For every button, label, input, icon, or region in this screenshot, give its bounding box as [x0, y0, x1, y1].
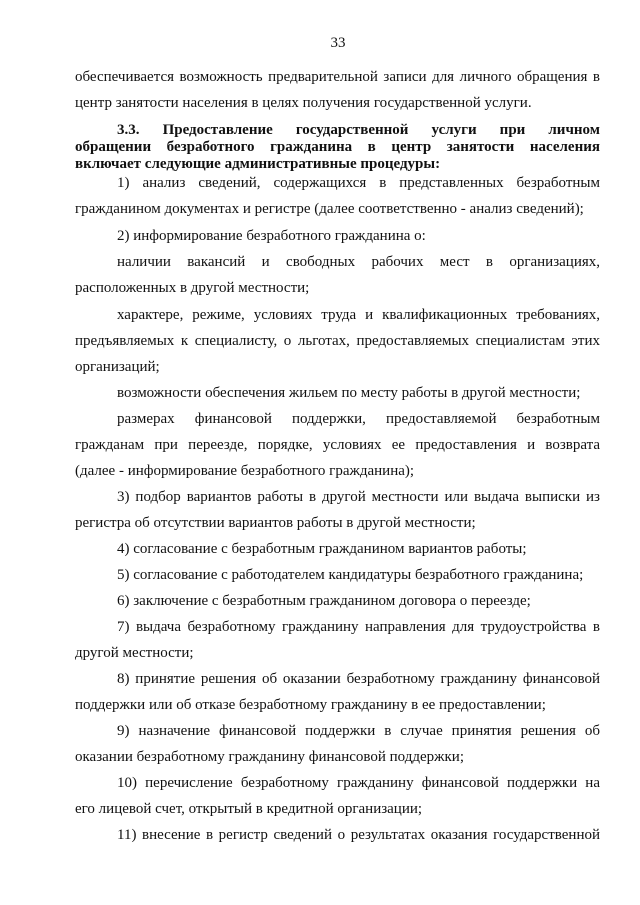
list-item-line: 11) внесение в регистр сведений о результатах оказания государственной [117, 827, 600, 843]
sub-item-line: предъявляемых к специалисту, о льготах, предоставляемых специалистам этих [75, 333, 600, 349]
sub-item-line: размерах финансовой поддержки, предоставляемой безработным [117, 411, 600, 427]
paragraph-line: обеспечивается возможность предварительной записи для личного обращения в [75, 69, 600, 85]
sub-item-line: возможности обеспечения жильем по месту работы в другой местности; [117, 385, 581, 401]
list-item-line: другой местности; [75, 645, 194, 661]
sub-item-line: организаций; [75, 359, 160, 375]
list-item-line: 6) заключение с безработным гражданином договора о переезде; [117, 593, 531, 609]
section-heading-line: включает следующие административные процедуры: [75, 156, 441, 172]
sub-item-line: гражданам при переезде, порядке, условиях ее предоставления и возврата [75, 437, 600, 453]
list-item-line: 7) выдача безработному гражданину направления для трудоустройства в [117, 619, 600, 635]
list-item-line: 9) назначение финансовой поддержки в случае принятия решения об [117, 723, 600, 739]
list-item-line: его лицевой счет, открытый в кредитной организации; [75, 801, 423, 817]
sub-item-line: наличии вакансий и свободных рабочих мест в организациях, [117, 254, 600, 270]
paragraph-line: центр занятости населения в целях получения государственной услуги. [75, 95, 532, 111]
list-item-line: 10) перечисление безработному гражданину финансовой поддержки на [117, 775, 600, 791]
section-heading-line: 3.3. Предоставление государственной услуги при личном [117, 122, 600, 138]
list-item-line: регистра об отсутствии вариантов работы в другой местности; [75, 515, 476, 531]
list-item-line: гражданином документах и регистре (далее соответственно - анализ сведений); [75, 201, 584, 217]
page-number: 33 [330, 35, 346, 51]
list-item-line: 1) анализ сведений, содержащихся в представленных безработным [117, 175, 600, 191]
list-item-line: поддержки или об отказе безработному гражданину в ее предоставлении; [75, 697, 546, 713]
list-item-line: 8) принятие решения об оказании безработному гражданину финансовой [117, 671, 600, 687]
list-item-line: 3) подбор вариантов работы в другой местности или выдача выписки из [117, 489, 600, 505]
section-heading-line: обращении безработного гражданина в центр занятости населения [75, 139, 600, 155]
list-item-line: 4) согласование с безработным гражданином вариантов работы; [117, 541, 527, 557]
sub-item-line: расположенных в другой местности; [75, 280, 310, 296]
sub-item-line: характере, режиме, условиях труда и квалификационных требованиях, [117, 307, 600, 323]
list-item-line: 2) информирование безработного гражданина о: [117, 228, 426, 244]
list-item-line: оказании безработному гражданину финансовой поддержки; [75, 749, 464, 765]
list-item-line: 5) согласование с работодателем кандидатуры безработного гражданина; [117, 567, 584, 583]
sub-item-line: (далее - информирование безработного гражданина); [75, 463, 415, 479]
